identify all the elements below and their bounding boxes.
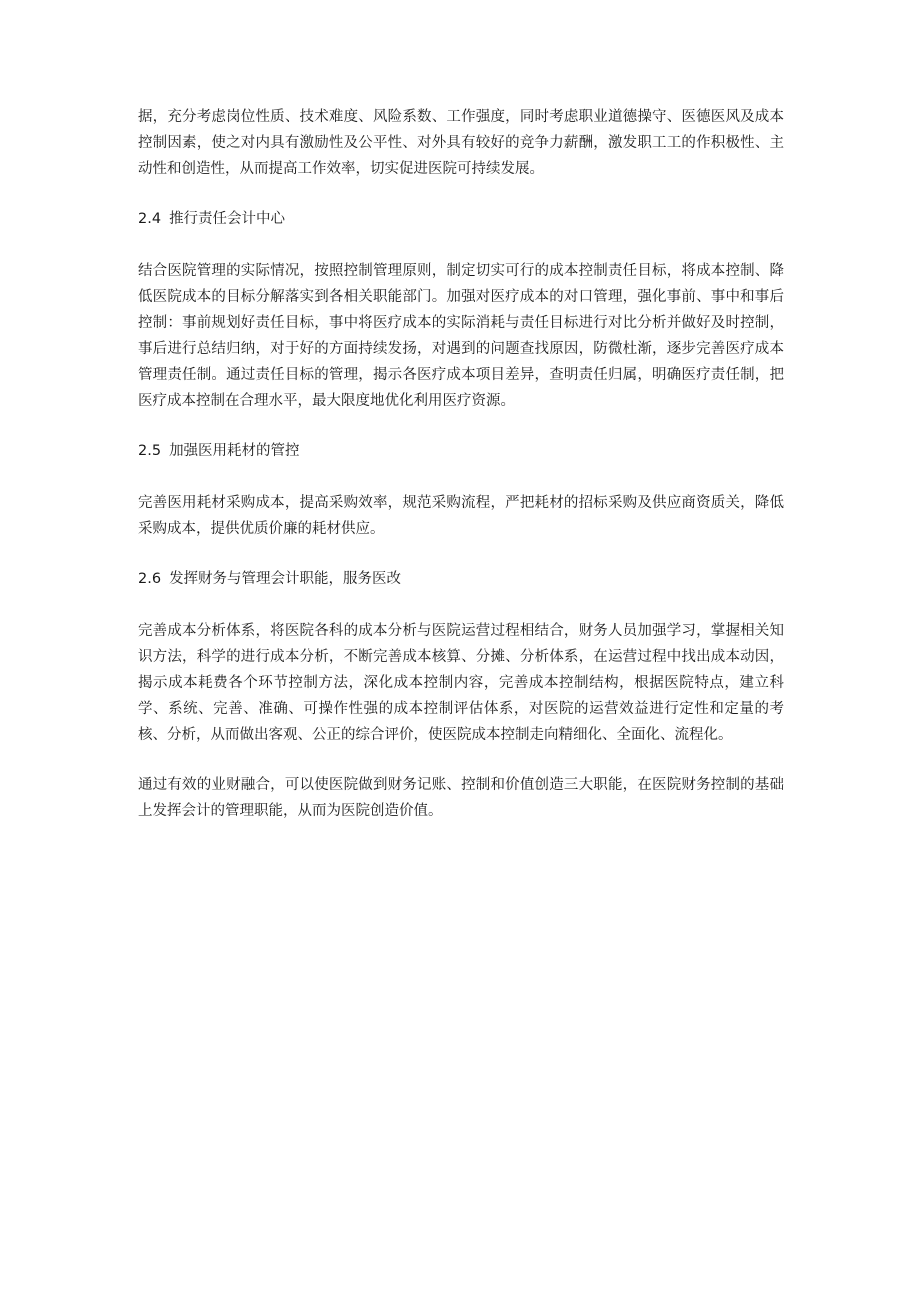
spacer <box>138 464 784 490</box>
section-title: 加强医用耗材的管控 <box>169 443 300 459</box>
spacer <box>138 414 784 438</box>
section-number: 2.5 <box>138 443 162 459</box>
section-title: 推行责任会计中心 <box>169 211 286 227</box>
section-number: 2.4 <box>138 211 162 227</box>
section-heading-2-4 <box>138 206 784 232</box>
spacer <box>138 592 784 618</box>
document-page <box>138 104 784 824</box>
paragraph-conclusion: 通过有效的业财融合，可以使医院做到财务记账、控制和价值创造三大职能，在医院财务控制的基础上发挥会计的管理职能，从而为医院创造价值。 <box>138 777 784 819</box>
paragraph-salary-incentive: 据，充分考虑岗位性质、技术难度、风险系数、工作强度，同时考虑职业道德操守、医德医风及成本控制因素，使之对内具有激励性及公平性、对外具有较好的竞争力薪酬，激发职工工的作积极性、主动性和创造性，从而提高工作效率，切实促进医院可持续发展。 <box>138 109 784 177</box>
paragraph-cost-analysis-system: 完善成本分析体系，将医院各科的成本分析与医院运营过程相结合，财务人员加强学习，掌握相关知识方法，科学的进行成本分析，不断完善成本核算、分摊、分析体系，在运营过程中找出成本动因，揭示成本耗费各个环节控制方法，深化成本控制内容，完善成本控制结构，根据医院特点，建立科学、系统、完善、准确、可操作性强的成本控制评估体系，对医院的运营效益进行定性和定量的考核、分析，从而做出客观、公正的综合评价，使医院成本控制走向精细化、全面化、流程化。 <box>138 623 784 743</box>
paragraph-consumables-control: 完善医用耗材采购成本，提高采购效率，规范采购流程，严把耗材的招标采购及供应商资质关，降低采购成本，提供优质价廉的耗材供应。 <box>138 495 784 537</box>
section-title: 发挥财务与管理会计职能，服务医改 <box>169 571 402 587</box>
paragraph-responsibility-accounting: 结合医院管理的实际情况，按照控制管理原则，制定切实可行的成本控制责任目标，将成本控制、降低医院成本的目标分解落实到各相关职能部门。加强对医疗成本的对口管理，强化事前、事中和事后控制：事前规划好责任目标，事中将医疗成本的实际消耗与责任目标进行对比分析并做好及时控制，事后进行总结归纳，对于好的方面持续发扬，对遇到的问题查找原因，防微杜渐，逐步完善医疗成本管理责任制。通过责任目标的管理，揭示各医疗成本项目差异，查明责任归属，明确医疗责任制，把医疗成本控制在合理水平，最大限度地优化利用医疗资源。 <box>138 263 784 409</box>
spacer <box>138 542 784 566</box>
spacer <box>138 748 784 772</box>
section-number: 2.6 <box>138 571 162 587</box>
section-heading-2-6 <box>138 566 784 592</box>
spacer <box>138 182 784 206</box>
spacer <box>138 232 784 258</box>
section-heading-2-5 <box>138 438 784 464</box>
